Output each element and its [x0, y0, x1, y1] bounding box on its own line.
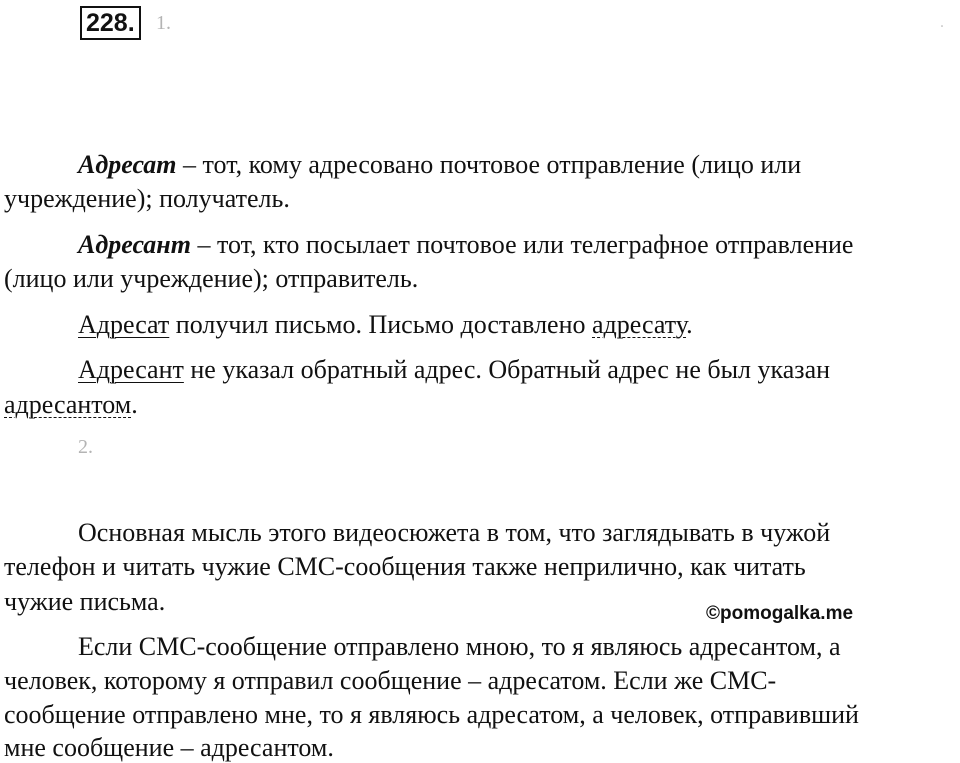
part2-paragraph-2-line-4: мне сообщение – адресантом. — [4, 733, 334, 762]
example-1 — [78, 310, 693, 340]
definition-1-line-2: учреждение); получатель. — [4, 184, 290, 213]
example-2-object: адресантом — [4, 390, 132, 419]
definition-2-term: Адресант — [78, 230, 191, 259]
definition-2-line-1 — [78, 230, 853, 260]
part2-paragraph-1-line-2: телефон и читать чужие СМС-сообщения также неприлично, как читать — [4, 552, 806, 581]
example-2-line-1 — [78, 355, 830, 385]
definition-2-line-2: (лицо или учреждение); отправитель. — [4, 264, 419, 293]
part2-paragraph-1-line-1: Основная мысль этого видеосюжета в том, что заглядывать в чужой — [78, 518, 831, 547]
part2-paragraph-1-line-3: чужие письма. — [4, 587, 166, 616]
definition-2-text: – тот, кто посылает почтовое или телеграфное отправление — [190, 230, 854, 259]
definition-1-line-1 — [78, 150, 801, 180]
example-2-line-2 — [4, 390, 138, 420]
definition-1-term: Адресат — [78, 150, 177, 179]
part-1-label: 1. — [156, 12, 171, 34]
part-2-label: 2. — [78, 436, 93, 458]
example-1-subject: Адресат — [78, 310, 170, 339]
example-2-text: не указал обратный адрес. Обратный адрес не был указан — [183, 355, 831, 384]
part2-paragraph-2-line-1: Если СМС-сообщение отправлено мною, то я являюсь адресантом, а — [78, 632, 841, 661]
part2-paragraph-2-line-2: человек, которому я отправил сообщение – адресатом. Если же СМС- — [4, 666, 777, 695]
exercise-number: 228. — [80, 6, 141, 40]
example-2-subject: Адресант — [78, 355, 184, 384]
example-2-end: . — [131, 390, 138, 419]
example-1-end: . — [686, 310, 693, 339]
example-1-object: адресату — [592, 310, 687, 339]
stray-mark: . — [940, 14, 944, 31]
part2-paragraph-2-line-3: сообщение отправлено мне, то я являюсь адресатом, а человек, отправивший — [4, 700, 859, 729]
definition-1-text: – тот, кому адресовано почтовое отправление (лицо или — [176, 150, 802, 179]
example-1-text: получил письмо. Письмо доставлено — [169, 310, 593, 339]
watermark: ©pomogalka.me — [706, 603, 854, 624]
